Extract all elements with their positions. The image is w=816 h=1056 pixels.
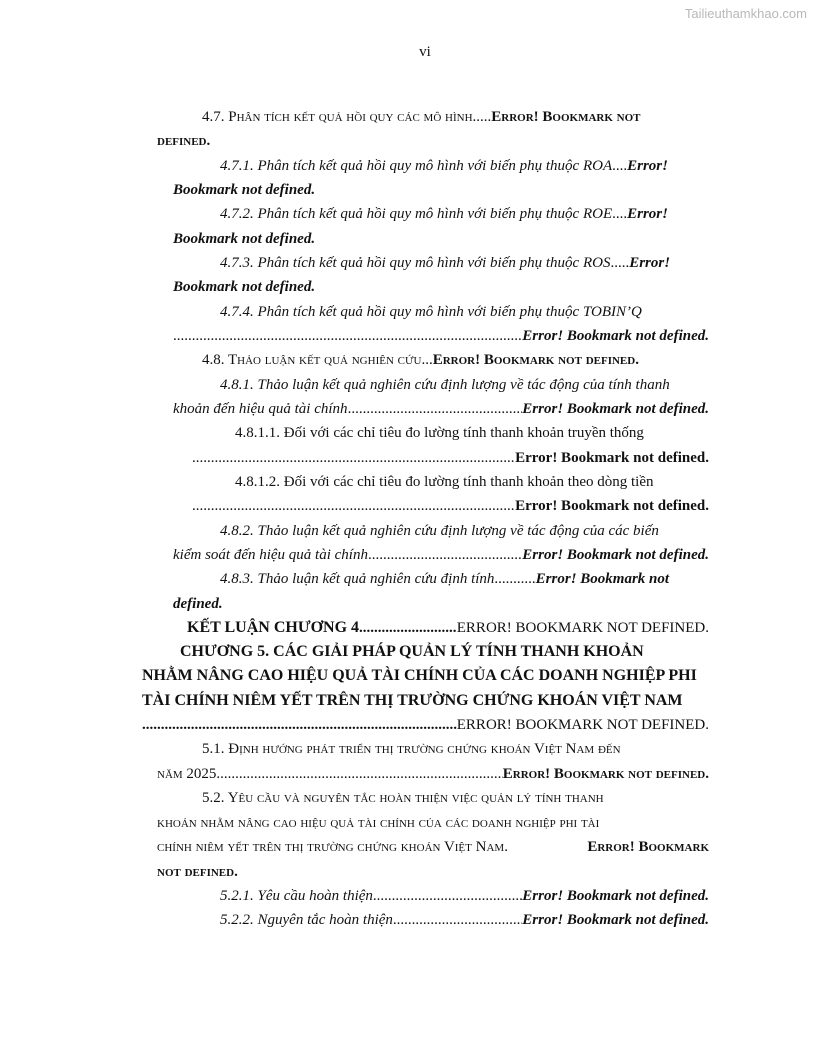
toc-entry-title: 5.2. Yêu cầu và nguyên tắc hoàn thiện việc quản lý tính thanh — [202, 790, 604, 806]
toc-entry-5-1-cont — [157, 764, 709, 784]
toc-error-text: ERROR! BOOKMARK NOT DEFINED. — [456, 717, 709, 733]
toc-error-text: defined. — [173, 596, 223, 612]
toc-error-text: Error! Bookmark not defined. — [522, 547, 709, 563]
toc-entry-5-2-cont-3 — [157, 862, 238, 882]
toc-entry-title: 4.7.3. Phân tích kết quả hồi quy mô hình với biến phụ thuộc ROS — [220, 255, 611, 271]
toc-entry-title: 4.8.1.1. Đối với các chỉ tiêu đo lường tính thanh khoản truyền thống — [235, 425, 644, 441]
toc-entry-title: 4.8.3. Thảo luận kết quả nghiên cứu định tính — [220, 571, 495, 587]
toc-error-text: Error! Bookmark not defined. — [522, 401, 709, 417]
toc-leader-dots — [192, 448, 515, 468]
toc-error-text: Error! Bookmark not defined. — [522, 328, 709, 344]
toc-error-text: Error! — [629, 255, 671, 271]
toc-error-text: Bookmark not defined. — [173, 182, 316, 198]
toc-entry-title: 5.2.1. Yêu cầu hoàn thiện — [220, 888, 373, 904]
toc-entry-4-8-1-cont — [173, 399, 709, 419]
toc-leader-dots: ..... — [610, 255, 630, 271]
toc-leader-dots — [359, 618, 457, 638]
toc-entry-title: 4.8.1. Thảo luận kết quả nghiên cứu định lượng về tác động của tính thanh — [220, 377, 670, 393]
toc-error-text: Bookmark not defined. — [173, 279, 316, 295]
toc-entry-title: NHẰM NÂNG CAO HIỆU QUẢ TÀI CHÍNH CỦA CÁC DOANH NGHIỆP PHI — [142, 667, 697, 684]
toc-chapter-5-line-3 — [142, 691, 683, 711]
toc-entry-5-2-cont-2 — [157, 837, 709, 857]
toc-entry-4-8-3[interactable] — [220, 569, 709, 589]
toc-entry-4-7-3-cont — [173, 277, 315, 297]
toc-entry-4-8-1-2[interactable] — [235, 472, 654, 492]
page-number: vi — [419, 44, 431, 60]
toc-entry-4-8-1-1-cont — [192, 448, 709, 468]
toc-entry-title: 4.7.4. Phân tích kết quả hồi quy mô hình với biến phụ thuộc TOBIN’Q — [220, 304, 642, 320]
toc-entry-title: 4.8.1.2. Đối với các chỉ tiêu đo lường tính thanh khoản theo dòng tiền — [235, 474, 654, 490]
toc-entry-5-2-1[interactable] — [220, 886, 709, 906]
toc-chapter-5-error — [142, 715, 709, 735]
toc-error-text: Error! Bookmark not defined. — [515, 498, 709, 514]
toc-entry-4-8-2[interactable] — [220, 521, 659, 541]
watermark: Tailieuthamkhao.com — [684, 6, 807, 21]
toc-error-text: ERROR! BOOKMARK NOT DEFINED. — [456, 620, 709, 636]
toc-leader-dots — [192, 496, 515, 516]
toc-chapter-5-line-2 — [142, 666, 697, 686]
toc-entry-title: 4.8. Thảo luận kết quả nghiên cứu — [202, 352, 422, 368]
toc-error-text: Error! Bookmark not defined. — [515, 450, 709, 466]
toc-error-text: Error! Bookmark not defined. — [432, 352, 639, 368]
toc-error-text: Error! Bookmark — [587, 839, 709, 855]
toc-leader-dots: ........... — [494, 571, 536, 587]
toc-error-text: Error! — [627, 206, 668, 222]
toc-error-text: defined. — [157, 133, 211, 149]
toc-entry-title: chính niêm yết trên thị trường chứng khoán Việt Nam — [157, 839, 505, 855]
toc-entry-4-8-1-2-cont — [192, 496, 709, 516]
toc-leader-dots — [173, 326, 522, 346]
toc-entry-4-7-4-cont — [173, 326, 709, 346]
toc-entry-title: KẾT LUẬN CHƯƠNG 4 — [187, 619, 360, 636]
toc-entry-4-8-2-cont — [173, 545, 709, 565]
toc-error-text: not defined. — [157, 864, 238, 880]
toc-leader-dots — [348, 399, 523, 419]
toc-entry-title: TÀI CHÍNH NIÊM YẾT TRÊN THỊ TRƯỜNG CHỨNG KHOÁN VIỆT NAM — [142, 692, 683, 709]
toc-entry-4-7-2-cont — [173, 229, 315, 249]
toc-entry-title: 4.7.1. Phân tích kết quả hồi quy mô hình với biến phụ thuộc ROA — [220, 158, 613, 174]
toc-leader-dots — [216, 764, 502, 784]
toc-entry-title: CHƯƠNG 5. CÁC GIẢI PHÁP QUẢN LÝ TÍNH THANH KHOẢN — [180, 643, 644, 660]
toc-leader-dots — [142, 715, 457, 735]
toc-entry-4-8[interactable] — [202, 350, 709, 370]
toc-entry-4-8-3-cont — [173, 594, 223, 614]
toc-entry-5-2-cont-1 — [157, 813, 599, 833]
toc-entry-4-7-4[interactable] — [220, 302, 642, 322]
toc-error-text: Error! — [627, 158, 668, 174]
toc-entry-4-7-3[interactable] — [220, 253, 709, 273]
toc-entry-4-8-1[interactable] — [220, 375, 670, 395]
toc-entry-4-7-2[interactable] — [220, 204, 709, 224]
toc-entry-title: khoản đến hiệu quả tài chính — [173, 401, 348, 417]
toc-entry-4-7[interactable] — [202, 107, 709, 127]
toc-leader-dots: ..... — [472, 109, 492, 125]
toc-leader-dots — [373, 886, 522, 906]
toc-entry-4-8-1-1[interactable] — [235, 423, 644, 443]
toc-error-text: Error! Bookmark not defined. — [522, 888, 709, 904]
toc-leader-dots: .... — [612, 158, 628, 174]
toc-leader-dots: .... — [612, 206, 628, 222]
toc-entry-5-2[interactable] — [202, 788, 604, 808]
toc-entry-title: 5.1. Định hướng phát triển thị trường chứng khoán Việt Nam đến — [202, 741, 621, 757]
toc-entry-4-7-cont — [157, 131, 210, 151]
toc-error-text: Bookmark not defined. — [173, 231, 316, 247]
toc-entry-title: năm 2025 — [157, 766, 217, 782]
toc-error-text: Error! Bookmark not defined. — [522, 912, 709, 928]
toc-entry-title: 4.8.2. Thảo luận kết quả nghiên cứu định lượng về tác động của các biến — [220, 523, 659, 539]
toc-entry-5-1[interactable] — [202, 739, 621, 759]
toc-leader-dots: . — [504, 839, 508, 855]
toc-entry-title: 4.7. Phân tích kết quả hồi quy các mô hình — [202, 109, 473, 125]
toc-entry-4-7-1[interactable] — [220, 156, 709, 176]
toc-leader-dots — [368, 545, 522, 565]
toc-entry-title: 4.7.2. Phân tích kết quả hồi quy mô hình với biến phụ thuộc ROE — [220, 206, 613, 222]
toc-chapter-5-line-1[interactable] — [180, 642, 644, 662]
toc-leader-dots — [393, 910, 522, 930]
toc-entry-4-7-1-cont — [173, 180, 315, 200]
toc-error-text: Error! Bookmark not defined. — [502, 766, 709, 782]
toc-entry-title: kiểm soát đến hiệu quả tài chính — [173, 547, 368, 563]
toc-entry-title: khoản nhằm nâng cao hiệu quả tài chính của các doanh nghiệp phi tài — [157, 815, 600, 831]
toc-entry-ket-luan-4[interactable] — [187, 618, 709, 638]
toc-entry-5-2-2[interactable] — [220, 910, 709, 930]
toc-error-text: Error! Bookmark not — [535, 571, 670, 587]
toc-leader-dots: ... — [421, 352, 433, 368]
toc-entry-title: 5.2.2. Nguyên tắc hoàn thiện — [220, 912, 393, 928]
toc-error-text: Error! Bookmark not — [491, 109, 641, 125]
